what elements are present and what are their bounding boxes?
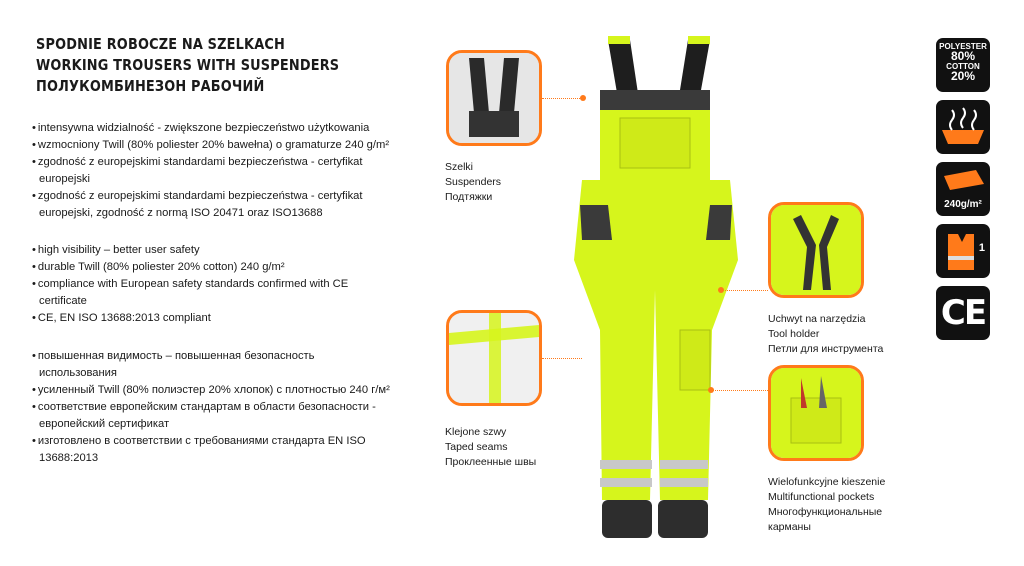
taped-seams-label: Klejone szwy Taped seams Проклеенные швы (445, 426, 537, 468)
tool-holder-dot (718, 287, 724, 293)
suspenders-leader (542, 98, 582, 99)
title-block (36, 34, 389, 97)
pockets-leader (712, 390, 768, 391)
list-item: • wzmocniony Twill (80% poliester 20% bawełna) o gramaturze 240 g/m² (32, 137, 392, 154)
material-badge: POLYESTER 80% COTTON 20% (936, 38, 990, 92)
list-item: • zgodność z europejskimi standardami bezpieczeństwa - certyfikat europejski, zgodność z normą ISO 20471 oraz ISO13688 (32, 188, 392, 222)
list-item: • CE, EN ISO 13688:2013 compliant (32, 310, 392, 327)
product-bib-trousers-image (560, 30, 750, 560)
features-pl (32, 120, 392, 222)
hi-vis-vest-icon (936, 224, 990, 278)
list-item: • повышенная видимость – повышенная безопасность использования (32, 348, 392, 382)
pockets-dot (708, 387, 714, 393)
title-en: WORKING TROUSERS WITH SUSPENDERS (36, 56, 340, 74)
title-ru: ПОЛУКОМБИНЕЗОН РАБОЧИЙ (36, 77, 265, 95)
suspenders-dot (580, 95, 586, 101)
suspenders-callout-image (446, 50, 542, 146)
vest-class: 1 (978, 242, 985, 254)
features-en (32, 242, 392, 327)
tool-holder-leader (722, 290, 768, 291)
breathable-icon (936, 100, 990, 154)
list-item: • durable Twill (80% poliester 20% cotton) 240 g/m² (32, 259, 392, 276)
list-item: • усиленный Twill (80% полиэстер 20% хлопок) с плотностью 240 г/м² (32, 382, 392, 399)
feature-badges (936, 38, 990, 348)
fabric-weight-value: 240g/m² (944, 199, 982, 210)
list-item: • intensywna widzialność - zwiększone bezpieczeństwo użytkowania (32, 120, 392, 137)
list-item: • изготовлено в соответствии с требованиями стандарта EN ISO 13688:2013 (32, 433, 392, 467)
list-item: • zgodność z europejskimi standardami bezpieczeństwa - certyfikat europejski (32, 154, 392, 188)
list-item: • compliance with European safety standards confirmed with CE certificate (32, 276, 392, 310)
pockets-label: Wielofunkcyjne kieszenie Multifunctional pockets Многофункциональные карманы (768, 476, 886, 533)
taped-seams-leader (542, 358, 582, 359)
tool-holder-label: Uchwyt na narzędzia Tool holder Петли для инструмента (768, 313, 884, 355)
tool-holder-callout-image (768, 202, 864, 298)
taped-seams-callout-image (446, 310, 542, 406)
suspenders-label: Szelki Suspenders Подтяжки (445, 161, 502, 203)
fabric-weight-icon (936, 162, 990, 216)
features-ru (32, 348, 392, 467)
title-pl: SPODNIE ROBOCZE NA SZELKACH (36, 35, 285, 53)
pockets-callout-image (768, 365, 864, 461)
list-item: • high visibility – better user safety (32, 242, 392, 259)
ce-mark-icon: CE (936, 286, 990, 340)
list-item: • соответствие европейским стандартам в области безопасности - европейский сертификат (32, 399, 392, 433)
